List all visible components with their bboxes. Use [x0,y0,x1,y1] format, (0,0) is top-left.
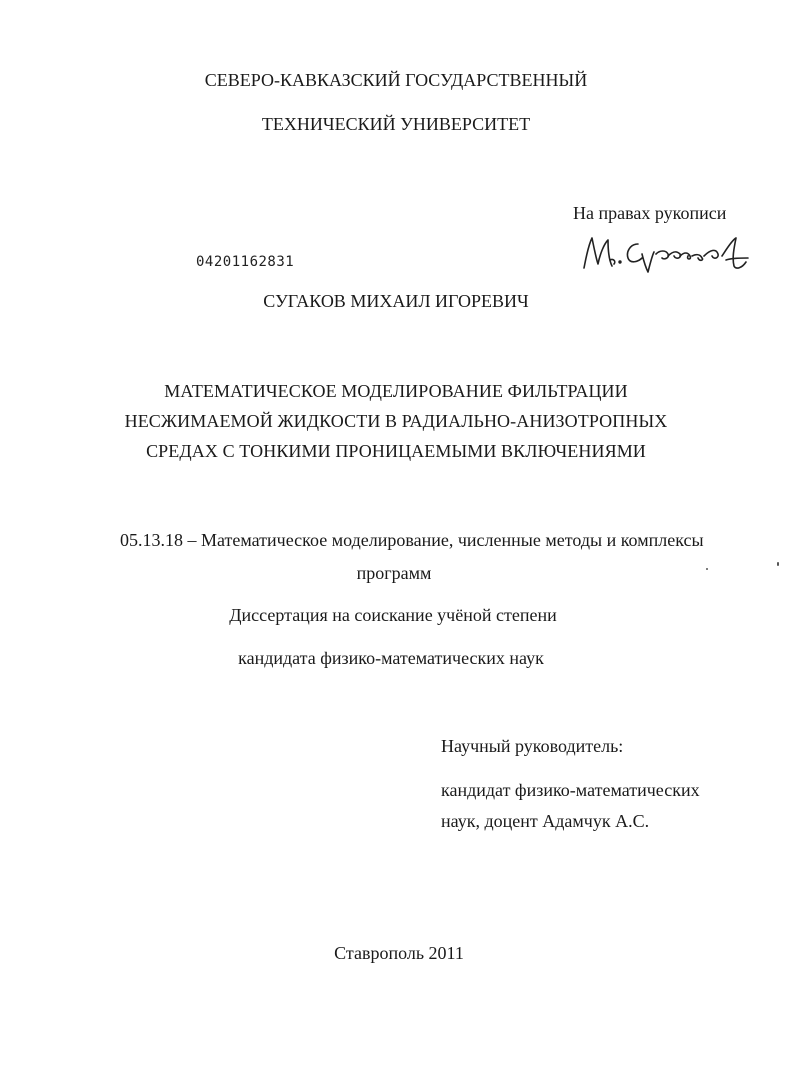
supervisor-heading: Научный руководитель: [441,736,624,756]
dissertation-title-line-2: НЕСЖИМАЕМОЙ ЖИДКОСТИ В РАДИАЛЬНО-АНИЗОТРОПНЫХ [124,411,668,431]
registration-number-stamp: 04201162831 [196,254,295,270]
manuscript-rights-note: На правах рукописи [573,203,727,223]
degree-statement-line-1: Диссертация на соискание учёной степени [229,605,557,625]
supervisor-title-line-1: кандидат физико-математических [441,780,700,800]
scan-speck [777,562,779,566]
specialty-code-line: 05.13.18 – Математическое моделирование, численные методы и комплексы [120,530,704,550]
author-signature [576,228,762,276]
city-year-footer: Ставрополь 2011 [334,943,464,963]
scan-speck [706,568,708,570]
dissertation-title-line-1: МАТЕМАТИЧЕСКОЕ МОДЕЛИРОВАНИЕ ФИЛЬТРАЦИИ [164,381,628,401]
specialty-code-continuation: программ [356,563,432,583]
supervisor-title-line-2: наук, доцент Адамчук А.С. [441,811,650,831]
university-name-line-1: СЕВЕРО-КАВКАЗСКИЙ ГОСУДАРСТВЕННЫЙ [204,70,588,90]
university-name-line-2: ТЕХНИЧЕСКИЙ УНИВЕРСИТЕТ [261,114,531,134]
dissertation-title-line-3: СРЕДАХ С ТОНКИМИ ПРОНИЦАЕМЫМИ ВКЛЮЧЕНИЯМИ [146,441,646,461]
author-name: СУГАКОВ МИХАИЛ ИГОРЕВИЧ [263,291,529,311]
degree-statement-line-2: кандидата физико-математических наук [238,648,544,668]
